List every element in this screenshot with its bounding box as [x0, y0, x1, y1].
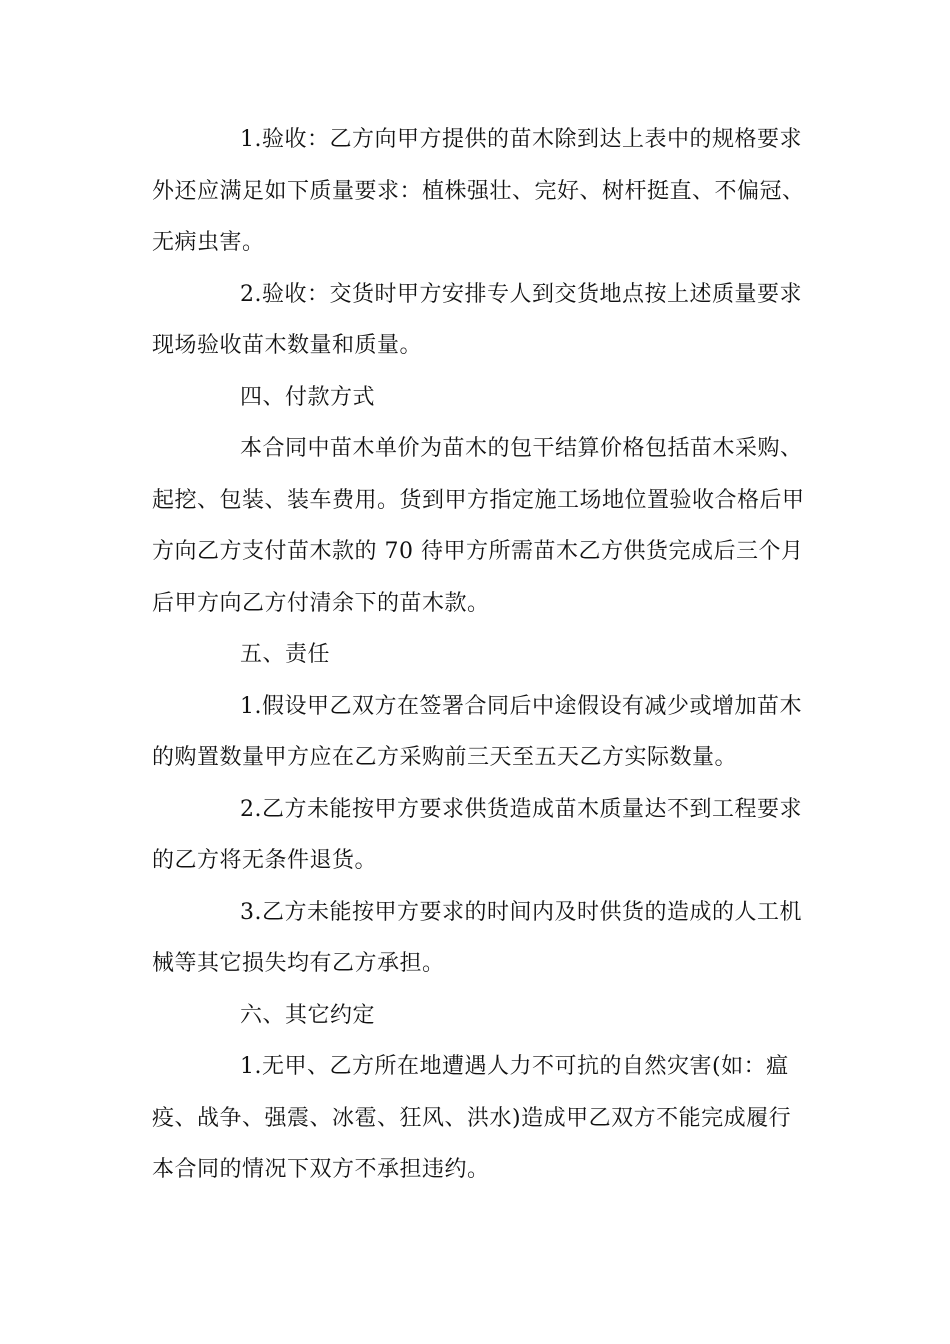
section-other-heading: [152, 990, 800, 1042]
text-line: 现场验收苗木数量和质量。: [152, 333, 423, 358]
payment-clause: [152, 423, 805, 629]
liability-clause-3: [152, 887, 800, 990]
text-line: 械等其它损失均有乙方承担。: [152, 951, 445, 976]
document-body: [152, 114, 805, 1196]
text-line: 外还应满足如下质量要求：植株强壮、完好、树杆挺直、不偏冠、: [152, 178, 805, 204]
text-line: 本合同的情况下双方不承担违约。: [152, 1157, 490, 1182]
text-line: 无病虫害。: [152, 230, 265, 255]
other-clause-1: [152, 1041, 800, 1196]
liability-clause-2: [152, 784, 800, 887]
liability-clause-1: [152, 681, 800, 784]
text-line: 1.验收：乙方向甲方提供的苗木除到达上表中的规格要求: [240, 127, 802, 152]
acceptance-clause-2: [152, 269, 800, 372]
text-line: 的购置数量甲方应在乙方采购前三天至五天乙方实际数量。: [152, 745, 738, 770]
text-line: 1.假设甲乙双方在签署合同后中途假设有减少或增加苗木: [240, 693, 802, 719]
text-line: 1.无甲、乙方所在地遭遇人力不可抗的自然灾害(如：瘟: [240, 1054, 789, 1079]
text-line: 2.验收：交货时甲方安排专人到交货地点按上述质量要求: [240, 281, 802, 307]
text-line: 本合同中苗木单价为苗木的包干结算价格包括苗木采购、: [240, 436, 803, 461]
text-line: 起挖、包装、装车费用。货到甲方指定施工场地位置验收合格后甲: [152, 487, 805, 513]
acceptance-clause-1: [152, 114, 805, 269]
text-line: 3.乙方未能按甲方要求的时间内及时供货的造成的人工机: [240, 899, 802, 925]
text-line: 后甲方向乙方付清余下的苗木款。: [152, 590, 490, 616]
section-heading-text: 五、责任: [240, 642, 331, 667]
section-heading-text: 四、付款方式: [240, 384, 376, 410]
text-line: 2.乙方未能按甲方要求供货造成苗木质量达不到工程要求: [240, 796, 802, 822]
text-line: 疫、战争、强震、冰雹、狂风、洪水)造成甲乙双方不能完成履行: [152, 1105, 792, 1131]
section-heading-text: 六、其它约定: [240, 1002, 376, 1028]
section-liability-heading: [152, 629, 800, 681]
text-line: 方向乙方支付苗木款的 70 待甲方所需苗木乙方供货完成后三个月: [152, 539, 804, 564]
text-line: 的乙方将无条件退货。: [152, 848, 378, 873]
section-payment-heading: [152, 372, 800, 424]
